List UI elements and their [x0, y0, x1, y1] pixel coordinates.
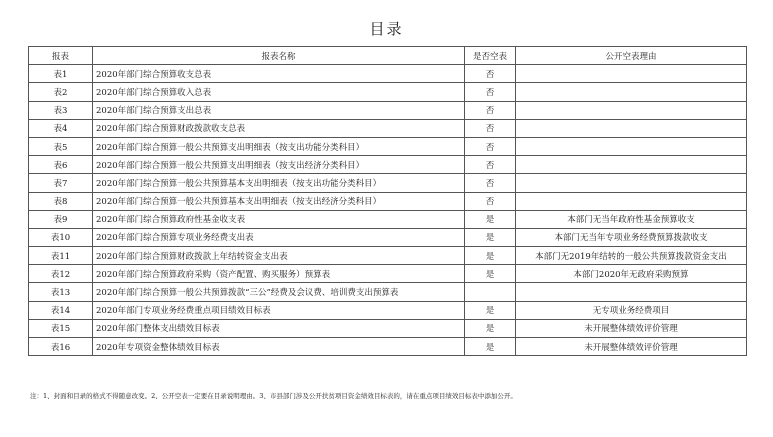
- table-row: [29, 283, 747, 301]
- report-name-cell: 2020年部门综合预算专项业务经费支出表: [93, 228, 465, 246]
- report-no-cell: 表12: [29, 265, 93, 283]
- report-name-cell: 2020年部门综合预算一般公共预算拨款“三公”经费及会议费、培训费支出预算表: [93, 283, 465, 301]
- is-empty-cell: 否: [465, 137, 516, 155]
- report-name-cell: 2020年部门综合预算财政拨款上年结转资金支出表: [93, 247, 465, 265]
- is-empty-cell: 否: [465, 192, 516, 210]
- is-empty-cell: 否: [465, 119, 516, 137]
- empty-reason-cell: [516, 283, 747, 301]
- table-row: [29, 192, 747, 210]
- table-row: [29, 338, 747, 356]
- report-name-cell: 2020年部门综合预算一般公共预算基本支出明细表（按支出功能分类科目）: [93, 174, 465, 192]
- report-no-cell: 表16: [29, 338, 93, 356]
- report-no-cell: 表9: [29, 210, 93, 228]
- is-empty-cell: 是: [465, 338, 516, 356]
- report-no-cell: 表15: [29, 319, 93, 337]
- header-report-no: 报表: [29, 47, 93, 65]
- empty-reason-cell: [516, 119, 747, 137]
- report-name-cell: 2020年部门综合预算政府性基金收支表: [93, 210, 465, 228]
- is-empty-cell: 是: [465, 210, 516, 228]
- is-empty-cell: 是: [465, 247, 516, 265]
- report-no-cell: 表2: [29, 83, 93, 101]
- is-empty-cell: 是: [465, 265, 516, 283]
- header-report-name: 报表名称: [93, 47, 465, 65]
- report-name-cell: 2020年部门综合预算一般公共预算支出明细表（按支出功能分类科目）: [93, 137, 465, 155]
- header-empty-reason: 公开空表理由: [516, 47, 747, 65]
- is-empty-cell: 否: [465, 65, 516, 83]
- report-name-cell: 2020年部门综合预算收入总表: [93, 83, 465, 101]
- report-name-cell: 2020年部门综合预算支出总表: [93, 101, 465, 119]
- report-no-cell: 表7: [29, 174, 93, 192]
- empty-reason-cell: [516, 101, 747, 119]
- empty-reason-cell: [516, 156, 747, 174]
- table-header-row: [29, 47, 747, 65]
- report-name-cell: 2020年部门综合预算政府采购（资产配置、购买服务）预算表: [93, 265, 465, 283]
- is-empty-cell: 是: [465, 319, 516, 337]
- table-row: [29, 301, 747, 319]
- table-row: [29, 247, 747, 265]
- header-is-empty: 是否空表: [465, 47, 516, 65]
- page-title: 目录: [369, 20, 404, 38]
- table-row: [29, 174, 747, 192]
- report-name-cell: 2020年部门专项业务经费重点项目绩效目标表: [93, 301, 465, 319]
- report-no-cell: 表1: [29, 65, 93, 83]
- report-no-cell: 表8: [29, 192, 93, 210]
- report-name-cell: 2020年部门综合预算一般公共预算支出明细表（按支出经济分类科目）: [93, 156, 465, 174]
- report-no-cell: 表11: [29, 247, 93, 265]
- table-row: [29, 210, 747, 228]
- table-row: [29, 319, 747, 337]
- report-name-cell: 2020年部门综合预算财政拨款收支总表: [93, 119, 465, 137]
- table-row: [29, 137, 747, 155]
- report-name-cell: 2020年专项资金整体绩效目标表: [93, 338, 465, 356]
- table-row: [29, 101, 747, 119]
- empty-reason-cell: [516, 83, 747, 101]
- report-no-cell: 表4: [29, 119, 93, 137]
- empty-reason-cell: [516, 174, 747, 192]
- empty-reason-cell: 本部门无2019年结转的一般公共预算拨款资金支出: [516, 247, 747, 265]
- is-empty-cell: 否: [465, 174, 516, 192]
- is-empty-cell: 是: [465, 228, 516, 246]
- footnote: 注：1、封面和目录的格式不得随意改变。2、公开空表一定要在目录说明理由。3、市县部门涉及公开扶贫项目资金绩效目标表的，请在重点项目绩效目标表中添加公开。: [30, 392, 517, 400]
- report-no-cell: 表5: [29, 137, 93, 155]
- empty-reason-cell: 无专项业务经费项目: [516, 301, 747, 319]
- empty-reason-cell: [516, 65, 747, 83]
- empty-reason-cell: [516, 192, 747, 210]
- report-no-cell: 表10: [29, 228, 93, 246]
- empty-reason-cell: 未开展整体绩效评价管理: [516, 338, 747, 356]
- empty-reason-cell: 本部门无当年政府性基金预算收支: [516, 210, 747, 228]
- report-no-cell: 表6: [29, 156, 93, 174]
- table-row: [29, 65, 747, 83]
- table-row: [29, 83, 747, 101]
- table-row: [29, 265, 747, 283]
- empty-reason-cell: 本部门2020年无政府采购预算: [516, 265, 747, 283]
- report-name-cell: 2020年部门综合预算一般公共预算基本支出明细表（按支出经济分类科目）: [93, 192, 465, 210]
- table-row: [29, 119, 747, 137]
- report-no-cell: 表14: [29, 301, 93, 319]
- empty-reason-cell: 本部门无当年专项业务经费预算拨款收支: [516, 228, 747, 246]
- is-empty-cell: [465, 283, 516, 301]
- report-no-cell: 表3: [29, 101, 93, 119]
- is-empty-cell: 否: [465, 83, 516, 101]
- is-empty-cell: 否: [465, 156, 516, 174]
- empty-reason-cell: [516, 137, 747, 155]
- report-name-cell: 2020年部门综合预算收支总表: [93, 65, 465, 83]
- table-row: [29, 156, 747, 174]
- catalog-table: [28, 46, 747, 356]
- table-row: [29, 228, 747, 246]
- report-name-cell: 2020年部门整体支出绩效目标表: [93, 319, 465, 337]
- report-no-cell: 表13: [29, 283, 93, 301]
- is-empty-cell: 否: [465, 101, 516, 119]
- is-empty-cell: 是: [465, 301, 516, 319]
- empty-reason-cell: 未开展整体绩效评价管理: [516, 319, 747, 337]
